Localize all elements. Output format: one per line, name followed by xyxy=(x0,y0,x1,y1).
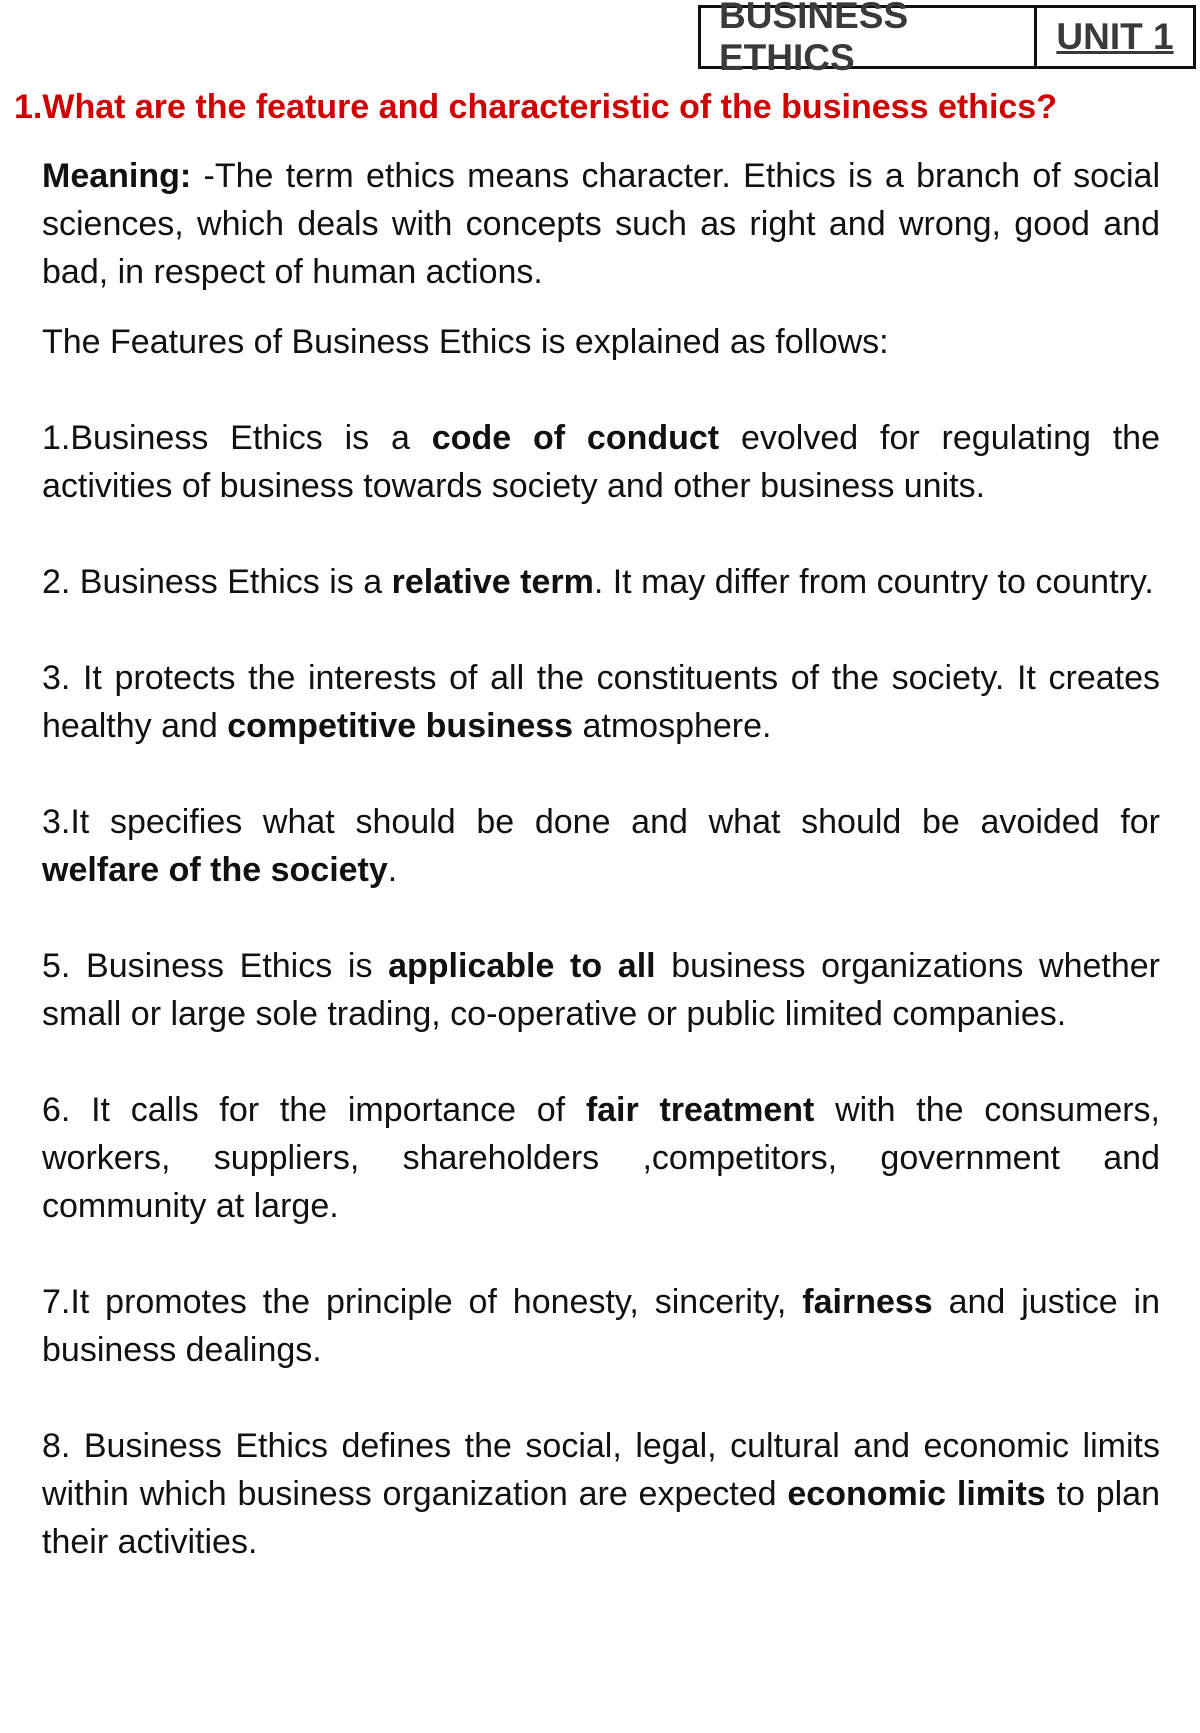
point-text: and justice in business dealings. xyxy=(42,1283,1161,1369)
point-text: to plan their activities. xyxy=(42,1475,1161,1561)
point-text: 6. It calls for the importance of xyxy=(42,1091,586,1129)
feature-point-6 xyxy=(42,1086,1160,1230)
point-text: 5. Business Ethics is xyxy=(42,947,389,985)
point-text: business organizations whether small or large sole trading, co-operative or public limited companies. xyxy=(42,947,1160,1033)
point-emphasis: fairness xyxy=(802,1283,933,1321)
point-text: 7.It promotes the principle of honesty, sincerity, xyxy=(42,1283,803,1321)
features-intro: The Features of Business Ethics is explained as follows: xyxy=(42,323,889,361)
header-box xyxy=(698,0,1196,78)
feature-point-4 xyxy=(42,798,1160,894)
feature-point-5 xyxy=(42,942,1160,1038)
point-text: . xyxy=(387,851,398,889)
point-emphasis: economic limits xyxy=(787,1475,1046,1513)
point-text: 3. It protects the interests of all the constituents of the society. It creates healthy and xyxy=(42,659,1160,745)
point-text: . It may differ from country to country. xyxy=(593,563,1154,601)
point-text: atmosphere. xyxy=(573,707,772,745)
point-emphasis: code of conduct xyxy=(431,419,720,457)
point-emphasis: applicable to all xyxy=(388,947,656,985)
meaning-label: Meaning: xyxy=(42,157,192,195)
meaning-paragraph xyxy=(42,152,1160,296)
point-emphasis: relative term xyxy=(391,563,594,601)
subject-title: BUSINESS ETHICS xyxy=(701,8,1037,66)
point-text: 1.Business Ethics is a xyxy=(42,419,432,457)
point-text: evolved for regulating the activities of business towards society and other business units. xyxy=(42,419,1161,505)
feature-point-3 xyxy=(42,654,1160,750)
point-emphasis: competitive business xyxy=(227,707,574,745)
point-text: 3.It specifies what should be done and what should be avoided for xyxy=(42,803,1160,841)
point-emphasis: fair treatment xyxy=(585,1091,815,1129)
point-text: with the consumers, workers, suppliers, shareholders ,competitors, government and community at large. xyxy=(42,1091,1160,1225)
feature-point-7 xyxy=(42,1278,1160,1374)
point-emphasis: welfare of the society xyxy=(42,851,388,889)
point-text: 8. Business Ethics defines the social, legal, cultural and economic limits within which business organization are expected xyxy=(42,1427,1160,1513)
feature-point-2 xyxy=(42,558,1160,606)
question-heading: 1.What are the feature and characteristic of the business ethics? xyxy=(14,88,1057,126)
feature-point-8 xyxy=(42,1422,1160,1566)
meaning-text: -The term ethics means character. Ethics is a branch of social sciences, which deals with concepts such as right and wrong, good and bad, in respect of human actions. xyxy=(42,157,1160,291)
unit-label: UNIT 1 xyxy=(1056,16,1174,57)
point-text: 2. Business Ethics is a xyxy=(42,563,392,601)
document-body xyxy=(42,152,1160,1566)
feature-point-1 xyxy=(42,414,1160,510)
